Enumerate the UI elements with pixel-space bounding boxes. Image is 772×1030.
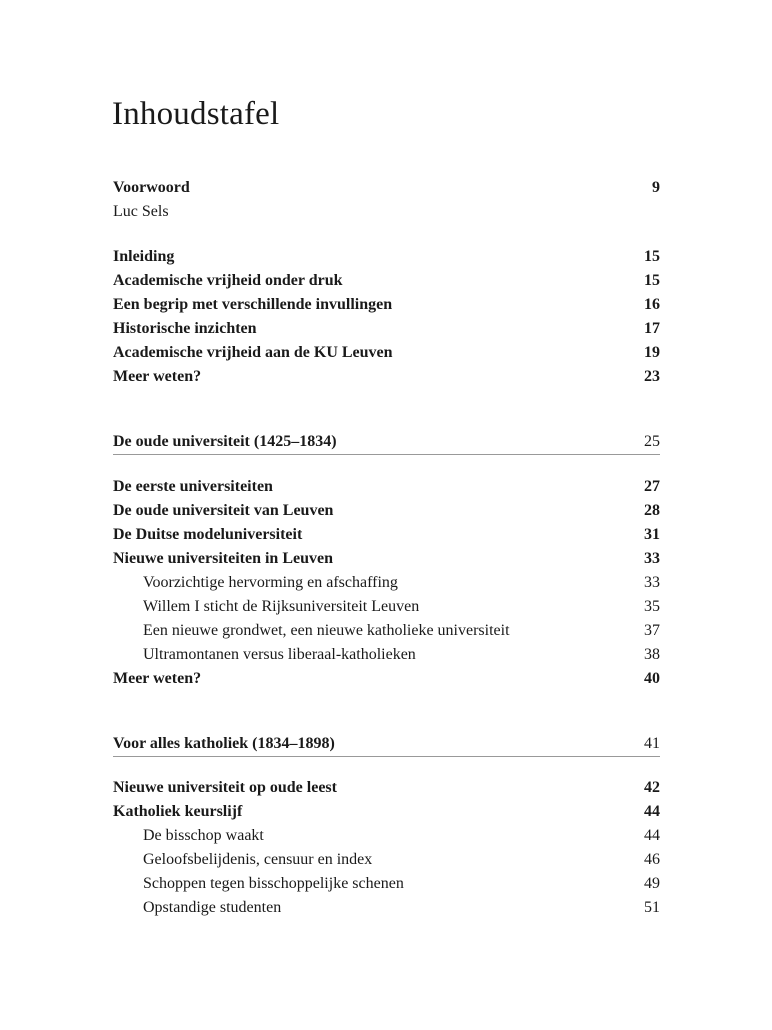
- entry-page: 37: [644, 622, 660, 639]
- entry-title: Historische inzichten: [113, 320, 257, 337]
- entry-author: Luc Sels: [113, 203, 169, 220]
- entry-title: Willem I sticht de Rijksuniversiteit Leuven: [143, 598, 420, 615]
- toc-subentry[interactable]: [143, 896, 660, 920]
- entry-page: 25: [644, 433, 660, 450]
- entry-title: Voorzichtige hervorming en afschaffing: [143, 574, 398, 591]
- entry-title: Schoppen tegen bisschoppelijke schenen: [143, 875, 404, 892]
- entry-page: 51: [644, 899, 660, 916]
- entry-title: Meer weten?: [113, 670, 202, 687]
- entry-page: 49: [644, 875, 660, 892]
- entry-page: 33: [644, 550, 660, 567]
- entry-title: Opstandige studenten: [143, 899, 282, 916]
- toc-subentry[interactable]: [143, 848, 660, 872]
- entry-title: De oude universiteit (1425–1834): [113, 433, 337, 450]
- toc-entry[interactable]: [113, 475, 660, 499]
- entry-page: 28: [644, 502, 660, 519]
- entry-title: Voor alles katholiek (1834–1898): [113, 735, 335, 752]
- toc-entry[interactable]: [113, 800, 660, 824]
- entry-title: De Duitse modeluniversiteit: [113, 526, 303, 543]
- toc-entry[interactable]: [113, 365, 660, 389]
- toc-entry[interactable]: [113, 269, 660, 293]
- toc-entry[interactable]: [113, 317, 660, 341]
- toc-entry[interactable]: [113, 667, 660, 691]
- entry-page: 41: [644, 735, 660, 752]
- toc-subentry[interactable]: [143, 619, 660, 643]
- entry-page: 15: [644, 272, 660, 289]
- entry-page: 17: [644, 320, 660, 337]
- entry-title: Nieuwe universiteit op oude leest: [113, 779, 337, 796]
- toc-entry[interactable]: [113, 293, 660, 317]
- toc-part-heading[interactable]: [113, 430, 660, 455]
- toc-entry-voorwoord[interactable]: [113, 176, 660, 200]
- entry-title: De eerste universiteiten: [113, 478, 273, 495]
- entry-title: Katholiek keurslijf: [113, 803, 243, 820]
- toc-entry[interactable]: [113, 499, 660, 523]
- entry-title: Een nieuwe grondwet, een nieuwe katholieke universiteit: [143, 622, 510, 639]
- entry-title: Meer weten?: [113, 368, 202, 385]
- toc-subentry[interactable]: [143, 595, 660, 619]
- toc-entry-inleiding[interactable]: [113, 245, 660, 269]
- toc-subentry[interactable]: [143, 824, 660, 848]
- toc-entry[interactable]: [113, 341, 660, 365]
- entry-title: Ultramontanen versus liberaal-katholieken: [143, 646, 416, 663]
- entry-page: 44: [644, 803, 660, 820]
- toc-entry[interactable]: [113, 547, 660, 571]
- page-title: Inhoudstafel: [112, 96, 280, 132]
- entry-title: Een begrip met verschillende invullingen: [113, 296, 393, 313]
- entry-title: Geloofsbelijdenis, censuur en index: [143, 851, 373, 868]
- entry-title: De oude universiteit van Leuven: [113, 502, 334, 519]
- toc-entry[interactable]: [113, 776, 660, 800]
- toc-subentry[interactable]: [143, 643, 660, 667]
- entry-title: Academische vrijheid aan de KU Leuven: [113, 344, 393, 361]
- entry-page: 35: [644, 598, 660, 615]
- toc-entry-author: [113, 200, 660, 224]
- entry-page: 40: [644, 670, 660, 687]
- entry-page: 15: [644, 248, 660, 265]
- entry-page: 42: [644, 779, 660, 796]
- entry-page: 46: [644, 851, 660, 868]
- toc-subentry[interactable]: [143, 872, 660, 896]
- entry-page: 19: [644, 344, 660, 361]
- entry-page: 33: [644, 574, 660, 591]
- entry-page: 23: [644, 368, 660, 385]
- entry-title: Nieuwe universiteiten in Leuven: [113, 550, 333, 567]
- entry-page: 9: [652, 179, 660, 196]
- entry-page: 38: [644, 646, 660, 663]
- entry-title: Academische vrijheid onder druk: [113, 272, 343, 289]
- entry-page: 27: [644, 478, 660, 495]
- entry-page: 44: [644, 827, 660, 844]
- toc-entry[interactable]: [113, 523, 660, 547]
- entry-page: 31: [644, 526, 660, 543]
- entry-title: Voorwoord: [113, 179, 190, 196]
- entry-page: 16: [644, 296, 660, 313]
- toc-subentry[interactable]: [143, 571, 660, 595]
- entry-title: De bisschop waakt: [143, 827, 264, 844]
- entry-title: Inleiding: [113, 248, 175, 265]
- toc-part-heading[interactable]: [113, 732, 660, 757]
